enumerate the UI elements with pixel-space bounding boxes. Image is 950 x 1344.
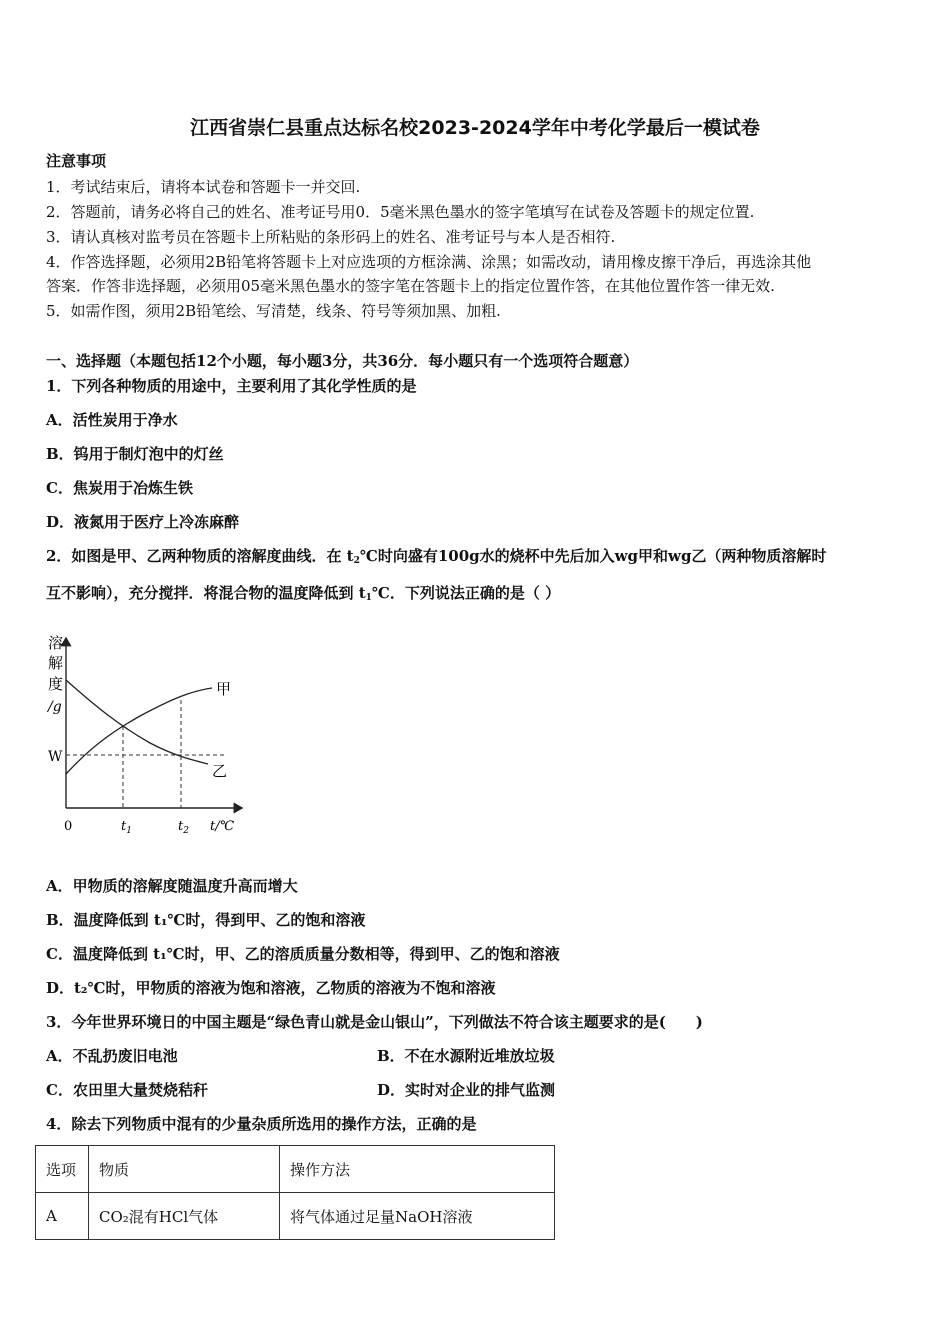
- q3-option-a: A．不乱扔废旧电池: [46, 1047, 178, 1065]
- table-header-cell: 物质: [89, 1146, 280, 1193]
- section-heading: 一、选择题（本题包括12个小题，每小题3分，共36分．每小题只有一个选项符合题意）: [46, 352, 639, 370]
- table-header-cell: 选项: [36, 1146, 89, 1193]
- table-cell: 将气体通过足量NaOH溶液: [280, 1193, 555, 1240]
- question-2-stem-line1: 2．如图是甲、乙两种物质的溶解度曲线．在 $t_2℃$时向盛有100g水的烧杯中先后加入wg甲和wg乙（两种物质溶解时: [46, 547, 827, 566]
- notice-item: 1．考试结束后，请将本试卷和答题卡一并交回.: [46, 178, 361, 196]
- q1-option-a: A．活性炭用于净水: [46, 411, 178, 429]
- curve-jia: [66, 688, 212, 774]
- q2-option-a: A．甲物质的溶解度随温度升高而增大: [46, 877, 298, 895]
- q2-option-c: C．温度降低到 t₁℃时，甲、乙的溶质质量分数相等，得到甲、乙的饱和溶液: [46, 945, 560, 963]
- solubility-curve-graph: [40, 628, 255, 843]
- table-header-cell: 操作方法: [280, 1146, 555, 1193]
- q3-option-d: D．实时对企业的排气监测: [377, 1081, 556, 1099]
- question-1-stem: 1．下列各种物质的用途中，主要利用了其化学性质的是: [46, 377, 417, 395]
- x-axis-label: t/℃: [210, 819, 235, 834]
- q2-option-b: B．温度降低到 t₁℃时，得到甲、乙的饱和溶液: [46, 911, 366, 929]
- notice-heading: 注意事项: [46, 152, 107, 170]
- notice-item: 答案．作答非选择题，必须用05毫米黑色墨水的签字笔在答题卡上的指定位置作答，在其他位置作答一律无效.: [46, 277, 775, 295]
- notice-item: 4．作答选择题，必须用2B铅笔将答题卡上对应选项的方框涂满、涂黑；如需改动，请用橡皮擦干净后，再选涂其他: [46, 253, 812, 271]
- curve-yi-label: 乙: [212, 762, 228, 780]
- curve-yi: [66, 680, 208, 764]
- w-label: W: [48, 749, 63, 765]
- q1-option-c: C．焦炭用于冶炼生铁: [46, 479, 193, 497]
- table-row: [36, 1193, 555, 1240]
- y-label-char: 解: [48, 654, 64, 672]
- curve-jia-label: 甲: [216, 680, 232, 698]
- q1-option-b: B．钨用于制灯泡中的灯丝: [46, 445, 224, 463]
- q2-option-d: D．t₂℃时，甲物质的溶液为饱和溶液，乙物质的溶液为不饱和溶液: [46, 979, 496, 997]
- notice-item: 2．答题前，请务必将自己的姓名、准考证号用0．5毫米黑色墨水的签字笔填写在试卷及答题卡的规定位置.: [46, 203, 755, 221]
- notice-item: 3．请认真核对监考员在答题卡上所粘贴的条形码上的姓名、准考证号与本人是否相符.: [46, 228, 616, 246]
- q4-table: [35, 1145, 555, 1240]
- y-unit-label: /g: [48, 699, 62, 715]
- question-4-stem: 4．除去下列物质中混有的少量杂质所选用的操作方法，正确的是: [46, 1115, 477, 1133]
- notice-item: 5．如需作图，须用2B铅笔绘、写清楚，线条、符号等须加黑、加粗.: [46, 302, 501, 320]
- q3-option-c: C．农田里大量焚烧秸秆: [46, 1081, 208, 1099]
- y-label-char: 度: [48, 675, 64, 693]
- exam-title: 江西省崇仁县重点达标名校2023-2024学年中考化学最后一模试卷: [190, 117, 760, 139]
- question-3-stem: 3．今年世界环境日的中国主题是“绿色青山就是金山银山”，下列做法不符合该主题要求的是( ): [46, 1013, 703, 1031]
- t2-label: $t_2$: [178, 819, 189, 836]
- y-label-char: 溶: [48, 634, 64, 652]
- t1-label: $t_1$: [121, 819, 132, 836]
- table-cell: CO₂混有HCl气体: [89, 1193, 280, 1240]
- question-2-stem-line2: 互不影响），充分搅拌．将混合物的温度降低到 $t_1℃$．下列说法正确的是（ ）: [46, 584, 561, 603]
- q1-option-d: D．液氮用于医疗上冷冻麻醉: [46, 513, 240, 531]
- table-header-row: [36, 1146, 555, 1193]
- q3-option-b: B．不在水源附近堆放垃圾: [377, 1047, 555, 1065]
- table-cell: A: [36, 1193, 89, 1240]
- origin-label: 0: [64, 819, 73, 834]
